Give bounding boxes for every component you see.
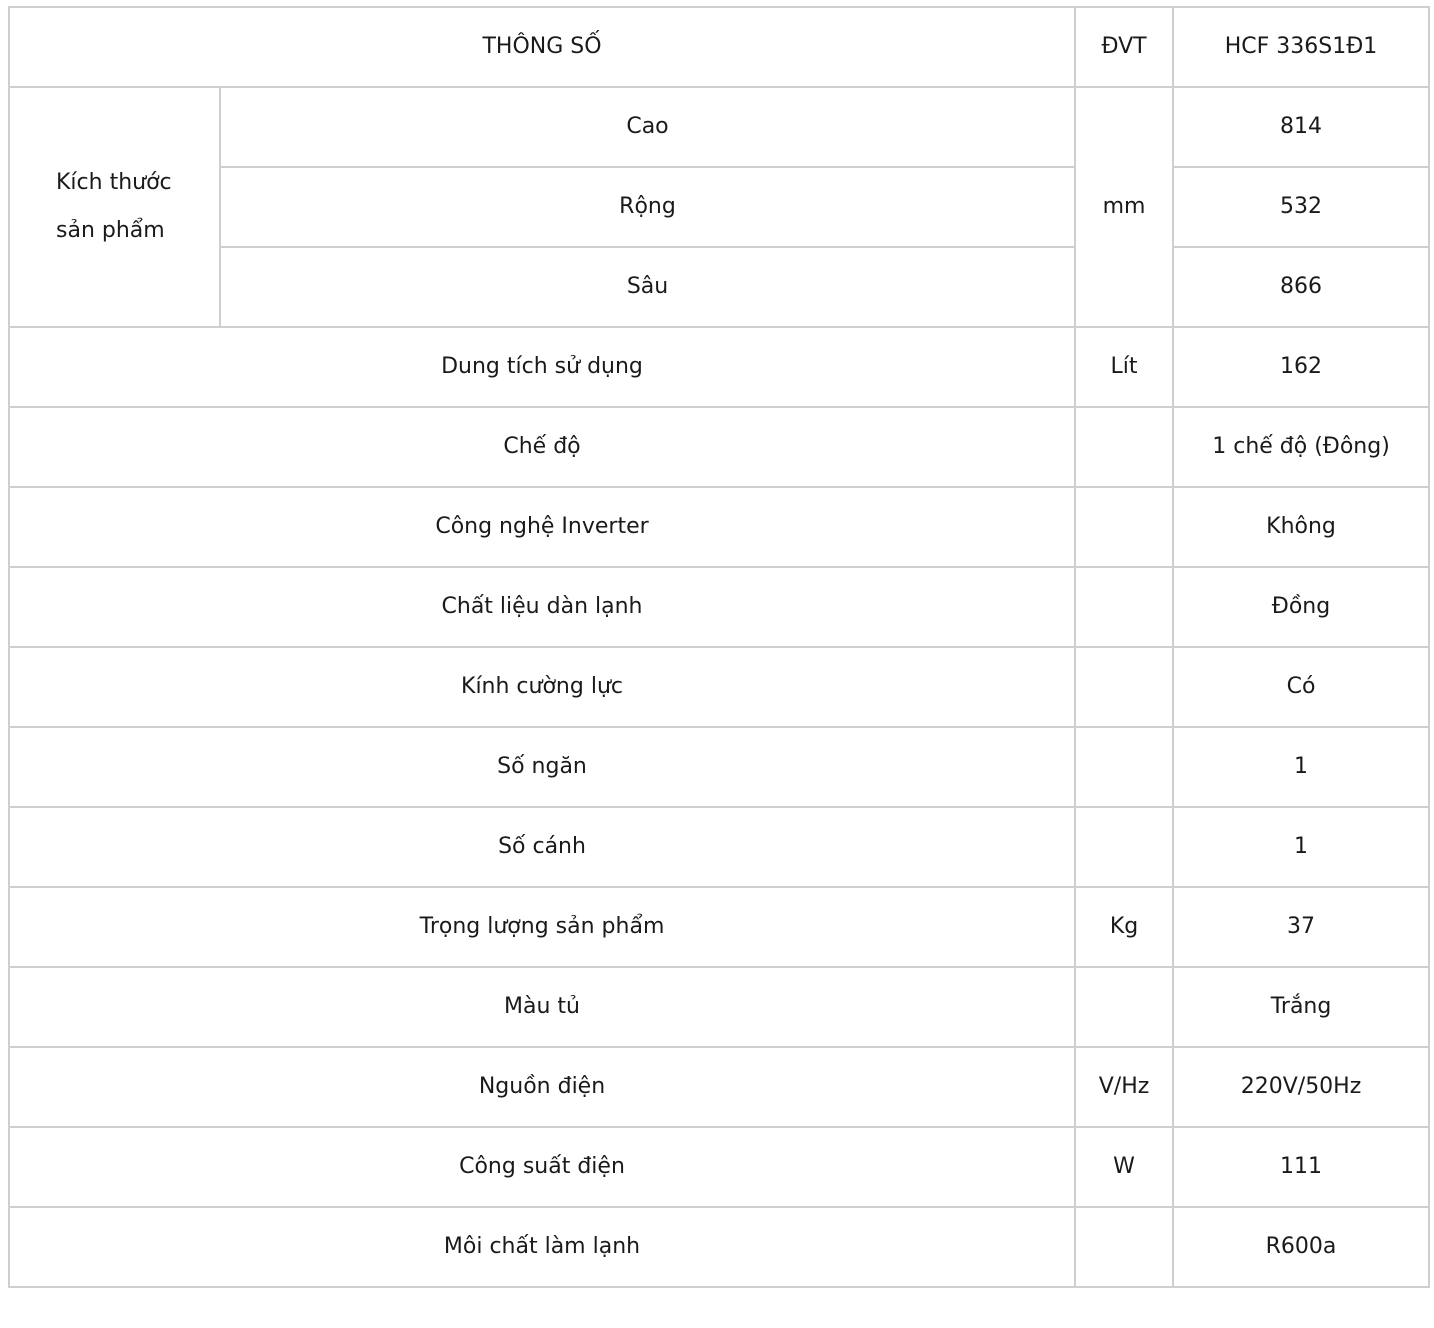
table-row <box>9 407 1429 487</box>
size-group-unit: mm <box>1075 87 1173 327</box>
row-label: Trọng lượng sản phẩm <box>9 887 1075 967</box>
row-value: Trắng <box>1173 967 1429 1047</box>
row-value: 37 <box>1173 887 1429 967</box>
row-unit: W <box>1075 1127 1173 1207</box>
table-row <box>9 1127 1429 1207</box>
row-label: Màu tủ <box>9 967 1075 1047</box>
table-row <box>9 727 1429 807</box>
row-value: 532 <box>1173 167 1429 247</box>
row-unit <box>1075 1207 1173 1287</box>
table-row <box>9 167 1429 247</box>
row-unit <box>1075 807 1173 887</box>
size-group-label <box>9 87 220 327</box>
row-unit: Lít <box>1075 327 1173 407</box>
spec-table <box>8 6 1430 1288</box>
row-unit <box>1075 967 1173 1047</box>
header-param: THÔNG SỐ <box>9 7 1075 87</box>
row-value: Đồng <box>1173 567 1429 647</box>
table-row <box>9 807 1429 887</box>
row-label: Chế độ <box>9 407 1075 487</box>
row-label: Môi chất làm lạnh <box>9 1207 1075 1287</box>
header-model: HCF 336S1Đ1 <box>1173 7 1429 87</box>
row-unit <box>1075 487 1173 567</box>
row-value: 1 chế độ (Đông) <box>1173 407 1429 487</box>
table-row <box>9 647 1429 727</box>
row-value: 220V/50Hz <box>1173 1047 1429 1127</box>
row-value: 1 <box>1173 807 1429 887</box>
row-label: Kính cường lực <box>9 647 1075 727</box>
row-unit <box>1075 407 1173 487</box>
table-row <box>9 87 1429 167</box>
row-value: R600a <box>1173 1207 1429 1287</box>
row-unit <box>1075 567 1173 647</box>
row-label: Rộng <box>220 167 1075 247</box>
row-label: Sâu <box>220 247 1075 327</box>
table-row <box>9 327 1429 407</box>
row-label: Công suất điện <box>9 1127 1075 1207</box>
row-value: Có <box>1173 647 1429 727</box>
table-row <box>9 967 1429 1047</box>
row-value: 162 <box>1173 327 1429 407</box>
table-row <box>9 567 1429 647</box>
row-label: Chất liệu dàn lạnh <box>9 567 1075 647</box>
row-label: Nguồn điện <box>9 1047 1075 1127</box>
row-label: Cao <box>220 87 1075 167</box>
row-value: 1 <box>1173 727 1429 807</box>
size-group-label-line1: Kích thước <box>56 170 172 195</box>
table-header-row <box>9 7 1429 87</box>
row-unit: Kg <box>1075 887 1173 967</box>
row-label: Số cánh <box>9 807 1075 887</box>
table-row <box>9 247 1429 327</box>
row-value: 866 <box>1173 247 1429 327</box>
table-row <box>9 1047 1429 1127</box>
table-row <box>9 887 1429 967</box>
size-group-label-line2: sản phẩm <box>56 218 165 243</box>
row-label: Công nghệ Inverter <box>9 487 1075 567</box>
row-unit: V/Hz <box>1075 1047 1173 1127</box>
row-value: Không <box>1173 487 1429 567</box>
table-row <box>9 1207 1429 1287</box>
row-value: 814 <box>1173 87 1429 167</box>
row-label: Số ngăn <box>9 727 1075 807</box>
row-value: 111 <box>1173 1127 1429 1207</box>
table-row <box>9 487 1429 567</box>
header-unit: ĐVT <box>1075 7 1173 87</box>
row-unit <box>1075 727 1173 807</box>
row-unit <box>1075 647 1173 727</box>
row-label: Dung tích sử dụng <box>9 327 1075 407</box>
